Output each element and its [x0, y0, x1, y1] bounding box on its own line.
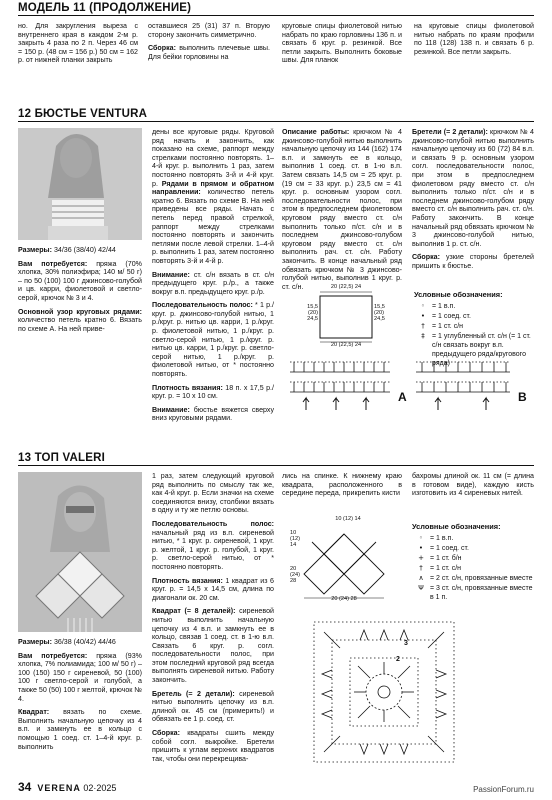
s11-col1: но. Для закругления выреза с внутреннего края в каждом 2-м р. закрыть 4 раза по 2 п. Через 46 см = 150 р. (48 см = 156 р.) 50 см = 162 р. от нижней планки закрыть [18, 22, 138, 65]
chain-stitch-icon: ◦ [418, 534, 424, 542]
slip-stitch-icon: • [418, 544, 424, 552]
bustier-right-height: 15,5 (20) 24,5 [374, 304, 385, 323]
model-12-photo [18, 128, 142, 240]
model-13-photo [18, 472, 142, 632]
dc2tog-icon: ∧ [418, 574, 424, 582]
s13-col2: 1 раз, затем следующий круговой ряд выполнить по смыслу так же, как 4-й круг. р. Если значки на схеме соединяются внизу, столбики вязать в одну и ту же петлю основы. Последовательность полос: начальный ряд из в.п. сиреневой нитью, * 1 круг. р. сиреневой, 1 круг. р. желтой, 1 круг. р. голубой, 1 круг. р. светло-серой нитью, от * постоянно повторять. Плотность вязания: 1 квадрат из 6 круг. р. = 14,5 х 14,5 см, длина по диагонали ок. 20 см. Квадрат (= 8 деталей): сиреневой нитью выполнить начальную цепочку из 4 в.п. и замкнуть ее в кольцо, связав 1 соед. ст. в 1-ю в.п. Связать 6 круг. р. согл. последовательности полос, при этом последний круговой ряд всегда выполнять сиреневой нитью. Работу закончить. Бретель (= 2 детали): сиреневой нитью выполнить цепочку из в.п. длиной ок. 45 см (примерить!) и обвязать ее 1 р. соед. ст. Сборка: квадраты сшить между собой согл. выкройке. Бретели пришить к углам верхних квадратов так, чтобы они перекрещива- [152, 472, 274, 763]
section-12-title: 12 БЮСТЬЕ VENTURA [18, 108, 534, 122]
round-2-number: 2 [396, 656, 400, 663]
s11-col2: оставшиеся 25 (31) 37 п. Вторую сторону закончить симметрично. Сборка: выполнить плечевые швы. Для бейки горловины на [148, 22, 270, 61]
s12-col2: дены все круговые ряды. Круговой ряд начать и закончить, как показано на схеме, раппорт между стрелками постоянно повторять. 1–4-й круг. р. выполнить 1 раз, затем постоянно повторять 3-й и 4-й круг. р. Рядами в прямом и обратном направлении: количество петель кратно 6. Вязать по схеме В. На ней приведены все ряды. Начать с петель перед правой стрелкой, раппорт между стрелками постоянно повторять и закончить петлями после левой стрелки. 1–4-й р. выполнить 1 раз, затем постоянно повторять 3-й и 4-й р. Внимание: ст. с/н вязать в ст. с/н предыдущего круг. р./р., а также вокруг в.п. предыдущего круг. р./р. Последовательность полос: * 1 р./круг. р. джинсово-голубой нитью, 1 р./круг. р. нитью цв. карри, 1 р./круг. р. фиолетовой нитью, 1 р./круг. р. светло-серой нитью, 1 р./круг. р. нитью цв. карри, 1 р./круг. р. светло-серой нитью, 1 р./круг. р. фиолетовой нитью, от * постоянно повторять. Плотность вязания: 18 п. х 17,5 р./круг. р. = 10 х 10 см. Внимание: бюстье вяжется сверху вниз круговыми рядами. [152, 128, 275, 423]
s13-col1: Размеры: 36/38 (40/42) 44/46 Вам потребуется: пряжа (93% хлопка, 7% полиамида; 100 м/ 50 г) – 100 (150) 150 г сиреневой, 50 (100) 100 г светло-серой и голубой, а также 50 (50) 100 г желтой, крючок № 4. Квадрат: вязать по схеме. Выполнить начальную цепочку из 4 в.п. и замкнуть ее в кольцо с помощью 1 соед. ст. 1–4-й круг. р. выполнить [18, 638, 142, 751]
s12-col4: Бретели (= 2 детали): крючком № 4 джинсово-голубой нитью выполнить начальную цепочку из 60 (72) 84 в.п. и связать 9 р. основным узором согл. последовательности полос, при этом в предпоследнем фиолетовом ряду вместо ст. с/н выполнить только п/ст. с/н и в последнем джинсово-голубом ряду вместо ст. с/н выполнить рач. ст. с/н. Работу закончить. В конце начальный ряд обвязать крючком № 3 джинсово-голубой нитью, выполнив 1 р. ст. с/н. Сборка: узкие стороны бретелей пришить к бюстье. [412, 128, 534, 270]
chart-a-label: A [398, 390, 407, 404]
watermark-site: PassionForum.ru [473, 785, 534, 794]
chart-b-label: B [518, 390, 527, 404]
s11-col4: на круговые спицы фиолетовой нитью набрать по краям профили по 118 (128) 138 п. и связать 6 р. резинкой. Все петли закрыть. [414, 22, 534, 56]
s13-col3: лись на спинке. К нижнему краю квадрата, расположенного в середине переда, прикрепить кисти [282, 472, 402, 498]
s12-legend: Условные обозначения: ◦ = 1 в.п. • = 1 соед. ст. † = 1 ст. с/н ‡ = 1 углубленный ст. с/н (= 1 ст. с/н связать вокруг в.п. предыдущего ряда/кругового ряда) [414, 290, 531, 367]
crochet-chart-a [286, 356, 396, 412]
deep-double-crochet-icon: ‡ [421, 332, 425, 340]
double-crochet-icon: † [421, 322, 425, 330]
bustier-schematic [296, 286, 396, 348]
top-side-height: 20 (24) 28 [290, 566, 300, 585]
top-side-top: 10 (12) 14 [290, 530, 300, 549]
issue-number: 02·2025 [83, 783, 117, 793]
magazine-name: VERENA [37, 783, 81, 793]
double-crochet-icon: † [419, 564, 423, 572]
dc3-cluster-icon: Ψ [418, 584, 424, 592]
section-13-title: 13 ТОП VALERI [18, 452, 534, 466]
page-number: 34 [18, 780, 32, 794]
single-crochet-icon: + [418, 554, 424, 562]
chain-stitch-icon: ◦ [420, 302, 426, 310]
top-schematic: 10 (12) 14 10 (12) 14 20 (24) 28 20 (24) 28 [288, 514, 400, 602]
s11-col3: круговые спицы фиолетовой нитью набрать по краю горловины 136 п. и связать 6 круг. р. резинкой. Все петли закрыть. Выполнить боковые швы. Для планок [282, 22, 402, 65]
round-3-number: 3 [404, 640, 408, 647]
section-11-title: МОДЕЛЬ 11 (ПРОДОЛЖЕНИЕ) [18, 2, 534, 16]
bustier-top-width: 20 (22,5) 24 [330, 284, 362, 290]
s13-col4: бахромы длиной ок. 11 см (= длина в готовом виде), каждую кисть изготовить из 4 сиреневых нитей. [412, 472, 534, 498]
s12-col3: Описание работы: крючком № 4 джинсово-голубой нитью выполнить начальную цепочку из 144 (162) 174 в.п. и замкнуть ее в кольцо, выполнив 1 соед. ст. в 1-ю в.п. Затем связать 14,5 см = 25 круг. р. (19 см = 33 круг. р.) 23,5 см = 41 круг. р. основным узором согл. последовательности полос, при этом в предпоследнем фиолетовом круговом ряду вместо ст. с/н выполнить только п/ст. с/н и в последнем джинсово-голубом круговом ряду вместо ст. с/н выполнить рач. ст. с/н. Работу закончить. В конце начальный ряд обвязать крючком № 3 джинсово-голубой нитью, выполнив 1 круг. р. ст. с/н. [282, 128, 402, 291]
square-crochet-chart [300, 610, 468, 774]
s13-legend: Условные обозначения: ◦ = 1 в.п. • = 1 соед. ст. + = 1 ст. б/н † = 1 ст. с/н ∧ = 2 ст. с/н, провязанные вместе Ψ = 3 ст. с/н, провязанные вместе в 1 п. [412, 522, 533, 601]
slip-stitch-icon: • [420, 312, 426, 320]
page-footer [18, 780, 534, 794]
bustier-left-height: 15,5 (20) 24,5 [307, 304, 318, 323]
bustier-bottom-width: 20 (22,5) 24 [330, 342, 362, 348]
s12-col1: Размеры: 34/36 (38/40) 42/44 Вам потребуется: пряжа (70% хлопка, 30% полиэфира; 140 м/ 50 г) – по 50 (100) 100 г джинсово-голубой и цв. карри, фиолетовой и светло-серой, крючок № 3 и 4. Основной узор круговых рядами: количество петель кратно 6. Вязать по схеме А. На ней приве- [18, 246, 142, 333]
